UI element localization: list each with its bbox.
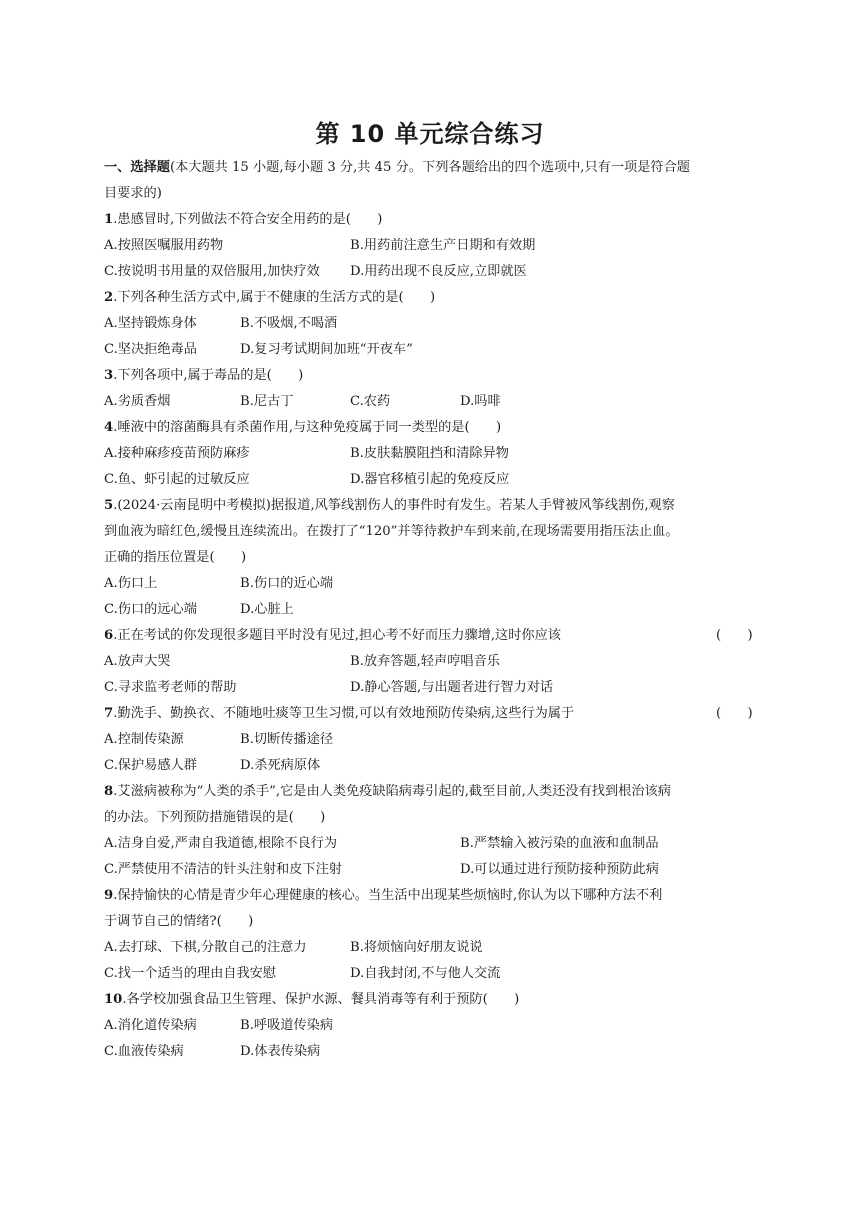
question-text: .患感冒时,下列做法不符合安全用药的是( ) [113, 212, 383, 227]
option-c[interactable]: C.找一个适当的理由自我安慰 [104, 966, 277, 981]
option-b[interactable]: B.严禁输入被污染的血液和血制品 [460, 836, 659, 851]
question-7-stem [104, 704, 756, 724]
question-text: .勤洗手、勤换衣、不随地吐痰等卫生习惯,可以有效地预防传染病,这些行为属于 [113, 706, 575, 721]
option-d[interactable]: D.心脏上 [240, 602, 294, 617]
question-2-stem [104, 288, 435, 308]
option-c[interactable]: C.血液传染病 [104, 1044, 184, 1059]
option-c[interactable]: C.坚决拒绝毒品 [104, 342, 197, 357]
question-10-stem [104, 990, 519, 1010]
option-a[interactable]: A.坚持锻炼身体 [104, 316, 197, 331]
question-text: .下列各种生活方式中,属于不健康的生活方式的是( ) [113, 290, 436, 305]
option-d[interactable]: D.复习考试期间加班“开夜车” [240, 342, 413, 357]
option-b[interactable]: B.伤口的近心端 [240, 576, 334, 591]
answer-bracket: ( ) [716, 706, 753, 721]
option-d[interactable]: D.用药出现不良反应,立即就医 [350, 264, 527, 279]
option-c[interactable]: C.寻求监考老师的帮助 [104, 680, 237, 695]
question-text: .各学校加强食品卫生管理、保护水源、餐具消毒等有利于预防( ) [122, 992, 520, 1007]
question-1-stem [104, 210, 382, 230]
option-b[interactable]: B.切断传播途径 [240, 732, 334, 747]
option-b[interactable]: B.用药前注意生产日期和有效期 [350, 238, 536, 253]
option-a[interactable]: A.伤口上 [104, 576, 158, 591]
option-a[interactable]: A.放声大哭 [104, 654, 171, 669]
option-c[interactable]: C.按说明书用量的双倍服用,加快疗效 [104, 264, 320, 279]
option-c[interactable]: C.严禁使用不清洁的针头注射和皮下注射 [104, 862, 342, 877]
question-text: .唾液中的溶菌酶具有杀菌作用,与这种免疫属于同一类型的是( ) [113, 420, 502, 435]
question-text: .下列各项中,属于毒品的是( ) [113, 368, 304, 383]
question-number: 8 [104, 784, 114, 799]
section-header [104, 158, 690, 178]
option-d[interactable]: D.体表传染病 [240, 1044, 321, 1059]
question-9-stem [104, 886, 662, 906]
option-b[interactable]: B.将烦恼向好朋友说说 [350, 940, 483, 955]
answer-bracket: ( ) [716, 628, 753, 643]
question-6-stem [104, 626, 756, 646]
option-a[interactable]: A.控制传染源 [104, 732, 184, 747]
question-number: 4 [104, 420, 114, 435]
question-8-stem-cont: 的办法。下列预防措施错误的是( ) [104, 810, 326, 825]
option-b[interactable]: B.尼古丁 [240, 394, 294, 409]
option-b[interactable]: B.呼吸道传染病 [240, 1018, 334, 1033]
page-title: 第 10 单元综合练习 [315, 120, 545, 148]
question-number: 1 [104, 212, 114, 227]
option-d[interactable]: D.静心答题,与出题者进行智力对话 [350, 680, 554, 695]
option-a[interactable]: A.洁身自爱,严肃自我道德,根除不良行为 [104, 836, 338, 851]
option-a[interactable]: A.消化道传染病 [104, 1018, 197, 1033]
section-instruction-cont: 目要求的) [104, 186, 162, 201]
option-c[interactable]: C.伤口的远心端 [104, 602, 197, 617]
question-5-stem [104, 496, 675, 516]
question-3-stem [104, 366, 303, 386]
question-text: .艾滋病被称为“人类的杀手”,它是由人类免疫缺陷病毒引起的,截至目前,人类还没有找到根治该病 [113, 784, 671, 799]
question-8-stem [104, 782, 671, 802]
option-d[interactable]: D.杀死病原体 [240, 758, 321, 773]
option-d[interactable]: D.吗啡 [460, 394, 501, 409]
question-text: .正在考试的你发现很多题目平时没有见过,担心考不好而压力骤增,这时你应该 [113, 628, 561, 643]
option-d[interactable]: D.器官移植引起的免疫反应 [350, 472, 510, 487]
question-5-stem-cont: 到血液为暗红色,缓慢且连续流出。在拨打了“120”并等待救护车到来前,在现场需要用指压法止血。 [104, 524, 679, 539]
question-number: 6 [104, 628, 114, 643]
option-a[interactable]: A.劣质香烟 [104, 394, 171, 409]
question-9-stem-cont: 于调节自己的情绪?( ) [104, 914, 254, 929]
option-d[interactable]: D.可以通过进行预防接种预防此病 [460, 862, 659, 877]
option-b[interactable]: B.放弃答题,轻声哼唱音乐 [350, 654, 500, 669]
question-number: 3 [104, 368, 114, 383]
option-c[interactable]: C.鱼、虾引起的过敏反应 [104, 472, 250, 487]
section-instruction: (本大题共 15 小题,每小题 3 分,共 45 分。下列各题给出的四个选项中,只有一项是符合题 [169, 160, 690, 175]
question-number: 5 [104, 498, 114, 513]
question-text: .保持愉快的心情是青少年心理健康的核心。当生活中出现某些烦恼时,你认为以下哪种方法不利 [113, 888, 663, 903]
option-a[interactable]: A.去打球、下棋,分散自己的注意力 [104, 940, 307, 955]
question-number: 2 [104, 290, 114, 305]
option-b[interactable]: B.不吸烟,不喝酒 [240, 316, 338, 331]
option-c[interactable]: C.保护易感人群 [104, 758, 197, 773]
option-d[interactable]: D.自我封闭,不与他人交流 [350, 966, 501, 981]
option-c[interactable]: C.农药 [350, 394, 391, 409]
question-number: 10 [104, 992, 123, 1007]
question-number: 9 [104, 888, 114, 903]
option-b[interactable]: B.皮肤黏膜阻挡和清除异物 [350, 446, 509, 461]
section-label: 一、选择题 [104, 160, 170, 175]
question-number: 7 [104, 706, 114, 721]
question-4-stem [104, 418, 501, 438]
question-text: .(2024·云南昆明中考模拟)据报道,风筝线割伤人的事件时有发生。若某人手臂被风筝线割伤,观察 [113, 498, 675, 513]
option-a[interactable]: A.按照医嘱服用药物 [104, 238, 224, 253]
question-5-stem-cont: 正确的指压位置是( ) [104, 550, 247, 565]
option-a[interactable]: A.接种麻疹疫苗预防麻疹 [104, 446, 250, 461]
